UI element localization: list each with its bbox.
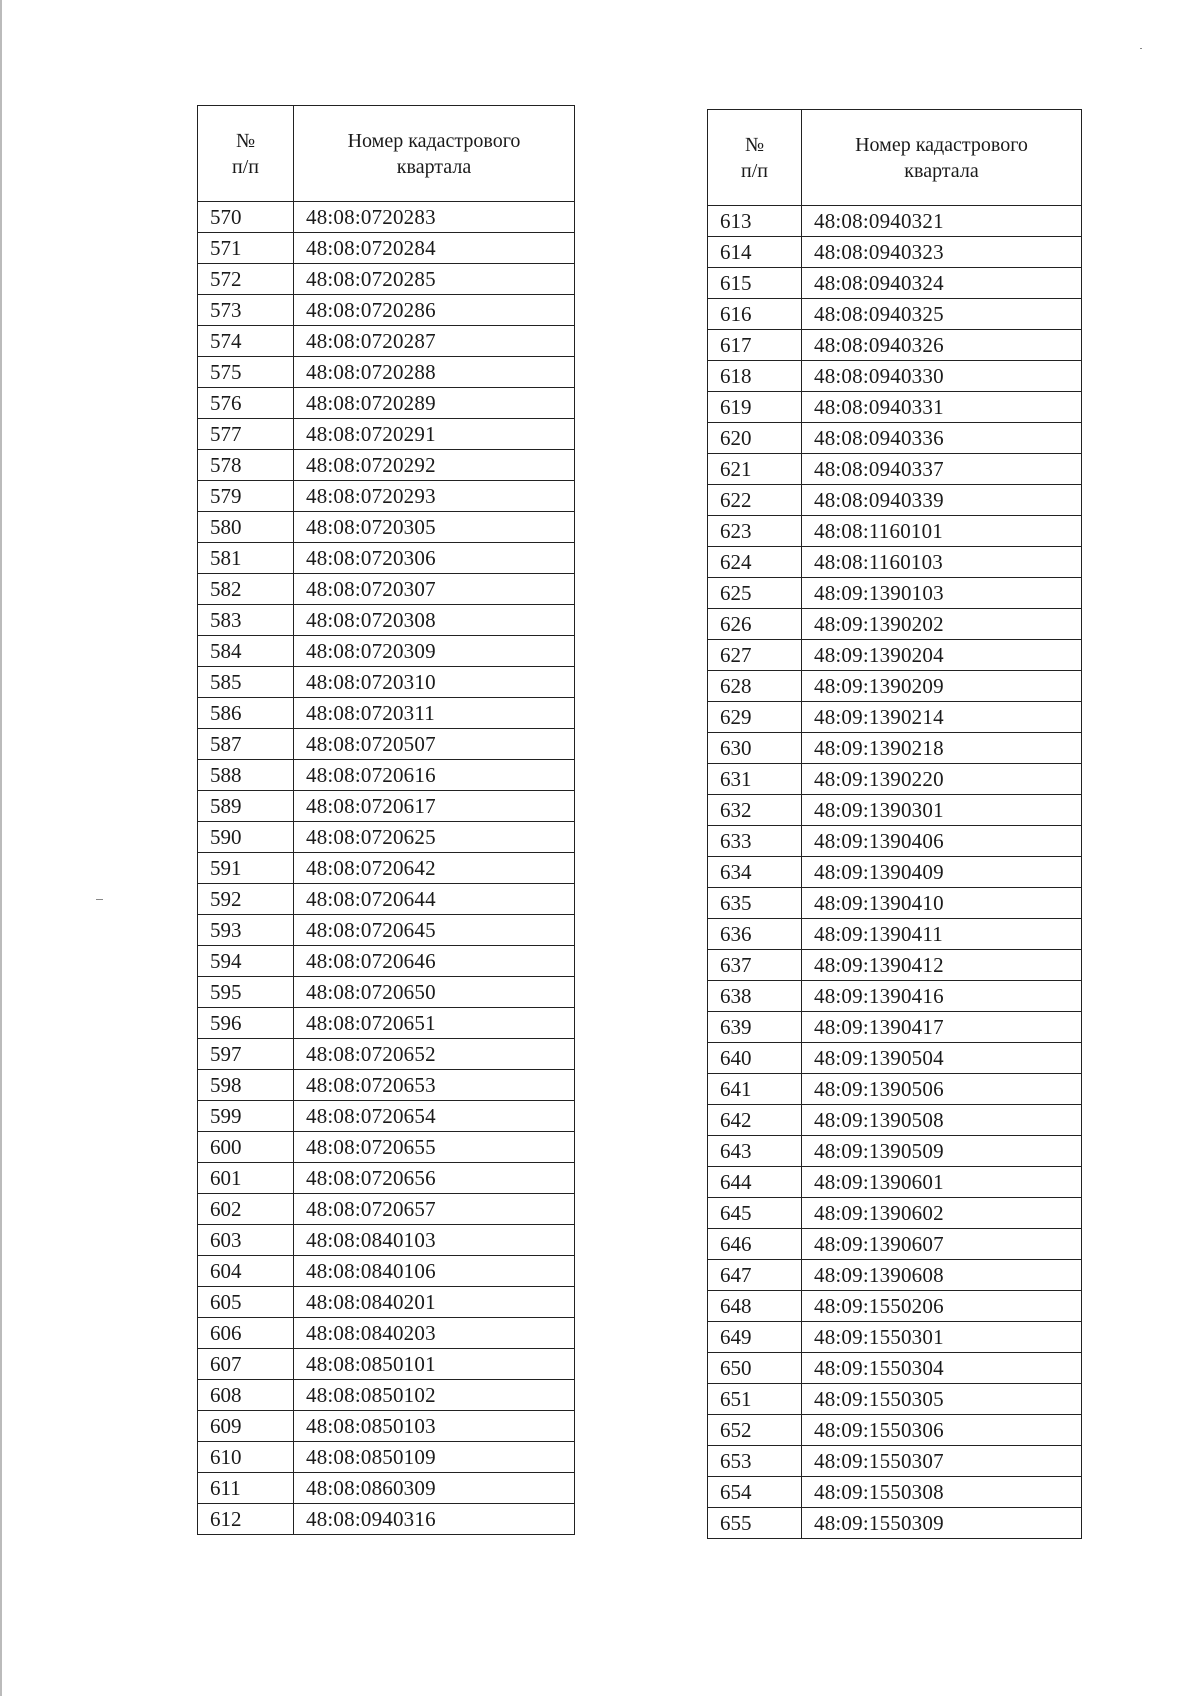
table-body xyxy=(198,202,575,1535)
cadastral-quarter-cell: 48:09:1550309 xyxy=(802,1508,1082,1539)
header-quarter-line2: квартала xyxy=(396,155,472,178)
cadastral-quarter-cell: 48:08:0720306 xyxy=(294,543,575,574)
cadastral-quarter-cell: 48:08:0720285 xyxy=(294,264,575,295)
table-row xyxy=(708,764,1082,795)
cadastral-quarter-cell: 48:09:1550206 xyxy=(802,1291,1082,1322)
table-row xyxy=(708,919,1082,950)
table-row xyxy=(708,857,1082,888)
table-row xyxy=(708,1074,1082,1105)
header-number-line1: № xyxy=(744,133,765,156)
cadastral-quarter-cell: 48:08:0720654 xyxy=(294,1101,575,1132)
row-number-cell: 624 xyxy=(708,547,802,578)
cadastral-quarter-cell: 48:09:1390602 xyxy=(802,1198,1082,1229)
cadastral-quarter-cell: 48:09:1550301 xyxy=(802,1322,1082,1353)
row-number-cell: 603 xyxy=(198,1225,294,1256)
row-number-cell: 654 xyxy=(708,1477,802,1508)
cadastral-quarter-cell: 48:09:1390103 xyxy=(802,578,1082,609)
cadastral-quarter-cell: 48:08:0940330 xyxy=(802,361,1082,392)
header-quarter-line1: Номер кадастрового xyxy=(855,133,1028,156)
row-number-cell: 578 xyxy=(198,450,294,481)
row-number-cell: 605 xyxy=(198,1287,294,1318)
cadastral-quarter-cell: 48:08:0720644 xyxy=(294,884,575,915)
table-row xyxy=(198,791,575,822)
table-row xyxy=(708,1167,1082,1198)
table-row xyxy=(708,671,1082,702)
table-row xyxy=(198,729,575,760)
table-row xyxy=(198,326,575,357)
cadastral-quarter-cell: 48:08:0940325 xyxy=(802,299,1082,330)
column-header-number xyxy=(708,110,802,206)
row-number-cell: 640 xyxy=(708,1043,802,1074)
cadastral-quarter-cell: 48:09:1550308 xyxy=(802,1477,1082,1508)
cadastral-quarter-cell: 48:08:1160103 xyxy=(802,547,1082,578)
table-row xyxy=(198,1008,575,1039)
table-row xyxy=(198,822,575,853)
table-row xyxy=(198,357,575,388)
cadastral-quarter-cell: 48:08:0720652 xyxy=(294,1039,575,1070)
table-header xyxy=(198,106,575,202)
row-number-cell: 609 xyxy=(198,1411,294,1442)
row-number-cell: 598 xyxy=(198,1070,294,1101)
row-number-cell: 579 xyxy=(198,481,294,512)
cadastral-quarter-cell: 48:08:0850109 xyxy=(294,1442,575,1473)
table-row xyxy=(198,1473,575,1504)
cadastral-table-left xyxy=(197,105,575,1535)
row-number-cell: 643 xyxy=(708,1136,802,1167)
table-row xyxy=(198,636,575,667)
row-number-cell: 633 xyxy=(708,826,802,857)
cadastral-quarter-cell: 48:08:0720625 xyxy=(294,822,575,853)
table-row xyxy=(708,950,1082,981)
row-number-cell: 571 xyxy=(198,233,294,264)
row-number-cell: 613 xyxy=(708,206,802,237)
table-row xyxy=(708,1043,1082,1074)
row-number-cell: 630 xyxy=(708,733,802,764)
table-row xyxy=(198,853,575,884)
row-number-cell: 619 xyxy=(708,392,802,423)
row-number-cell: 646 xyxy=(708,1229,802,1260)
cadastral-quarter-cell: 48:08:0720283 xyxy=(294,202,575,233)
table-row xyxy=(708,609,1082,640)
table-row xyxy=(708,826,1082,857)
row-number-cell: 581 xyxy=(198,543,294,574)
table-row xyxy=(708,1384,1082,1415)
table-row xyxy=(198,915,575,946)
table-row xyxy=(198,1132,575,1163)
cadastral-quarter-cell: 48:08:1160101 xyxy=(802,516,1082,547)
cadastral-quarter-cell: 48:09:1390301 xyxy=(802,795,1082,826)
table-row xyxy=(708,1198,1082,1229)
row-number-cell: 580 xyxy=(198,512,294,543)
row-number-cell: 622 xyxy=(708,485,802,516)
row-number-cell: 616 xyxy=(708,299,802,330)
table-row xyxy=(708,1477,1082,1508)
cadastral-quarter-cell: 48:08:0720289 xyxy=(294,388,575,419)
scan-speck xyxy=(1140,48,1142,49)
row-number-cell: 612 xyxy=(198,1504,294,1535)
table-row xyxy=(198,1504,575,1535)
table-row xyxy=(198,543,575,574)
cadastral-quarter-cell: 48:09:1550307 xyxy=(802,1446,1082,1477)
table-row xyxy=(198,760,575,791)
table-row xyxy=(708,299,1082,330)
row-number-cell: 583 xyxy=(198,605,294,636)
row-number-cell: 617 xyxy=(708,330,802,361)
row-number-cell: 642 xyxy=(708,1105,802,1136)
table-row xyxy=(708,702,1082,733)
cadastral-quarter-cell: 48:08:0720293 xyxy=(294,481,575,512)
table-row xyxy=(198,388,575,419)
cadastral-quarter-cell: 48:09:1390204 xyxy=(802,640,1082,671)
cadastral-quarter-cell: 48:08:0840103 xyxy=(294,1225,575,1256)
scan-speck xyxy=(96,899,103,900)
cadastral-quarter-cell: 48:08:0940324 xyxy=(802,268,1082,299)
header-number-line2: п/п xyxy=(232,155,259,178)
table-row xyxy=(708,547,1082,578)
table-row xyxy=(198,946,575,977)
table-row xyxy=(198,1287,575,1318)
column-header-quarter xyxy=(802,110,1082,206)
table-row xyxy=(708,330,1082,361)
row-number-cell: 604 xyxy=(198,1256,294,1287)
cadastral-quarter-cell: 48:08:0940321 xyxy=(802,206,1082,237)
table-row xyxy=(198,1380,575,1411)
row-number-cell: 575 xyxy=(198,357,294,388)
table-row xyxy=(708,1508,1082,1539)
table-row xyxy=(708,578,1082,609)
row-number-cell: 570 xyxy=(198,202,294,233)
cadastral-quarter-cell: 48:09:1390506 xyxy=(802,1074,1082,1105)
cadastral-quarter-cell: 48:08:0720308 xyxy=(294,605,575,636)
cadastral-quarter-cell: 48:08:0840106 xyxy=(294,1256,575,1287)
table-row xyxy=(198,202,575,233)
table-row xyxy=(198,1318,575,1349)
row-number-cell: 608 xyxy=(198,1380,294,1411)
row-number-cell: 652 xyxy=(708,1415,802,1446)
table-row xyxy=(708,516,1082,547)
row-number-cell: 631 xyxy=(708,764,802,795)
cadastral-quarter-cell: 48:08:0850103 xyxy=(294,1411,575,1442)
table-row xyxy=(708,237,1082,268)
cadastral-quarter-cell: 48:08:0720311 xyxy=(294,698,575,729)
row-number-cell: 595 xyxy=(198,977,294,1008)
cadastral-quarter-cell: 48:08:0720284 xyxy=(294,233,575,264)
cadastral-quarter-cell: 48:09:1390209 xyxy=(802,671,1082,702)
cadastral-quarter-cell: 48:08:0720305 xyxy=(294,512,575,543)
cadastral-quarter-cell: 48:08:0720310 xyxy=(294,667,575,698)
table-row xyxy=(708,485,1082,516)
table-row xyxy=(198,1039,575,1070)
table-row xyxy=(198,1349,575,1380)
table-row xyxy=(708,733,1082,764)
row-number-cell: 574 xyxy=(198,326,294,357)
table-row xyxy=(708,361,1082,392)
cadastral-quarter-cell: 48:08:0840201 xyxy=(294,1287,575,1318)
table-row xyxy=(708,1353,1082,1384)
cadastral-quarter-cell: 48:08:0720651 xyxy=(294,1008,575,1039)
row-number-cell: 599 xyxy=(198,1101,294,1132)
row-number-cell: 648 xyxy=(708,1291,802,1322)
column-header-quarter xyxy=(294,106,575,202)
table-row xyxy=(198,1225,575,1256)
table-row xyxy=(708,268,1082,299)
row-number-cell: 644 xyxy=(708,1167,802,1198)
row-number-cell: 647 xyxy=(708,1260,802,1291)
table-row xyxy=(198,481,575,512)
cadastral-quarter-cell: 48:08:0720657 xyxy=(294,1194,575,1225)
table-row xyxy=(708,1291,1082,1322)
table-row xyxy=(198,1163,575,1194)
table-row xyxy=(198,1442,575,1473)
table-row xyxy=(198,1194,575,1225)
cadastral-quarter-cell: 48:08:0720507 xyxy=(294,729,575,760)
table-row xyxy=(198,605,575,636)
row-number-cell: 620 xyxy=(708,423,802,454)
row-number-cell: 586 xyxy=(198,698,294,729)
table-row xyxy=(198,1070,575,1101)
row-number-cell: 582 xyxy=(198,574,294,605)
row-number-cell: 591 xyxy=(198,853,294,884)
cadastral-quarter-cell: 48:08:0720646 xyxy=(294,946,575,977)
row-number-cell: 636 xyxy=(708,919,802,950)
row-number-cell: 623 xyxy=(708,516,802,547)
cadastral-quarter-cell: 48:09:1390220 xyxy=(802,764,1082,795)
row-number-cell: 615 xyxy=(708,268,802,299)
row-number-cell: 641 xyxy=(708,1074,802,1105)
cadastral-quarter-cell: 48:08:0940337 xyxy=(802,454,1082,485)
row-number-cell: 645 xyxy=(708,1198,802,1229)
table-row xyxy=(198,264,575,295)
row-number-cell: 607 xyxy=(198,1349,294,1380)
row-number-cell: 625 xyxy=(708,578,802,609)
cadastral-quarter-cell: 48:09:1390202 xyxy=(802,609,1082,640)
row-number-cell: 635 xyxy=(708,888,802,919)
cadastral-quarter-cell: 48:08:0840203 xyxy=(294,1318,575,1349)
cadastral-quarter-cell: 48:09:1390509 xyxy=(802,1136,1082,1167)
cadastral-quarter-cell: 48:08:0940339 xyxy=(802,485,1082,516)
cadastral-quarter-cell: 48:09:1550304 xyxy=(802,1353,1082,1384)
table-row xyxy=(708,1260,1082,1291)
cadastral-quarter-cell: 48:09:1390416 xyxy=(802,981,1082,1012)
row-number-cell: 577 xyxy=(198,419,294,450)
cadastral-quarter-cell: 48:09:1390417 xyxy=(802,1012,1082,1043)
row-number-cell: 634 xyxy=(708,857,802,888)
column-header-number xyxy=(198,106,294,202)
table-row xyxy=(198,295,575,326)
table-row xyxy=(198,574,575,605)
row-number-cell: 639 xyxy=(708,1012,802,1043)
table-row xyxy=(708,1415,1082,1446)
cadastral-quarter-cell: 48:08:0850101 xyxy=(294,1349,575,1380)
table-row xyxy=(708,1446,1082,1477)
row-number-cell: 649 xyxy=(708,1322,802,1353)
row-number-cell: 590 xyxy=(198,822,294,853)
row-number-cell: 601 xyxy=(198,1163,294,1194)
cadastral-quarter-cell: 48:08:0720286 xyxy=(294,295,575,326)
row-number-cell: 573 xyxy=(198,295,294,326)
table-row xyxy=(198,1101,575,1132)
cadastral-quarter-cell: 48:08:0720292 xyxy=(294,450,575,481)
cadastral-quarter-cell: 48:08:0720645 xyxy=(294,915,575,946)
table-row xyxy=(198,884,575,915)
table-row xyxy=(708,981,1082,1012)
cadastral-quarter-cell: 48:09:1390504 xyxy=(802,1043,1082,1074)
cadastral-quarter-cell: 48:08:0720653 xyxy=(294,1070,575,1101)
cadastral-quarter-cell: 48:08:0850102 xyxy=(294,1380,575,1411)
table-row xyxy=(198,1256,575,1287)
row-number-cell: 584 xyxy=(198,636,294,667)
cadastral-quarter-cell: 48:08:0940323 xyxy=(802,237,1082,268)
row-number-cell: 596 xyxy=(198,1008,294,1039)
table-row xyxy=(198,667,575,698)
row-number-cell: 626 xyxy=(708,609,802,640)
row-number-cell: 611 xyxy=(198,1473,294,1504)
cadastral-quarter-cell: 48:09:1390411 xyxy=(802,919,1082,950)
cadastral-quarter-cell: 48:08:0720656 xyxy=(294,1163,575,1194)
table-row xyxy=(708,795,1082,826)
table-row xyxy=(708,1105,1082,1136)
cadastral-quarter-cell: 48:08:0720287 xyxy=(294,326,575,357)
table-row xyxy=(708,1322,1082,1353)
row-number-cell: 655 xyxy=(708,1508,802,1539)
cadastral-quarter-cell: 48:09:1390412 xyxy=(802,950,1082,981)
cadastral-quarter-cell: 48:08:0940326 xyxy=(802,330,1082,361)
row-number-cell: 593 xyxy=(198,915,294,946)
cadastral-quarter-cell: 48:09:1390218 xyxy=(802,733,1082,764)
cadastral-quarter-cell: 48:08:0720309 xyxy=(294,636,575,667)
cadastral-quarter-cell: 48:09:1390410 xyxy=(802,888,1082,919)
row-number-cell: 650 xyxy=(708,1353,802,1384)
header-number-line2: п/п xyxy=(741,159,768,182)
table-row xyxy=(708,454,1082,485)
row-number-cell: 637 xyxy=(708,950,802,981)
row-number-cell: 653 xyxy=(708,1446,802,1477)
cadastral-quarter-cell: 48:08:0720291 xyxy=(294,419,575,450)
table-row xyxy=(198,698,575,729)
table-row xyxy=(708,423,1082,454)
row-number-cell: 588 xyxy=(198,760,294,791)
row-number-cell: 621 xyxy=(708,454,802,485)
cadastral-quarter-cell: 48:08:0720655 xyxy=(294,1132,575,1163)
cadastral-quarter-cell: 48:08:0720642 xyxy=(294,853,575,884)
row-number-cell: 628 xyxy=(708,671,802,702)
row-number-cell: 632 xyxy=(708,795,802,826)
row-number-cell: 589 xyxy=(198,791,294,822)
cadastral-quarter-cell: 48:09:1550306 xyxy=(802,1415,1082,1446)
cadastral-quarter-cell: 48:09:1390608 xyxy=(802,1260,1082,1291)
table-row xyxy=(708,640,1082,671)
row-number-cell: 576 xyxy=(198,388,294,419)
table-row xyxy=(198,233,575,264)
table-row xyxy=(708,1012,1082,1043)
cadastral-quarter-cell: 48:08:0720617 xyxy=(294,791,575,822)
row-number-cell: 597 xyxy=(198,1039,294,1070)
cadastral-quarter-cell: 48:08:0940336 xyxy=(802,423,1082,454)
scan-page-edge xyxy=(0,0,2,1696)
row-number-cell: 651 xyxy=(708,1384,802,1415)
table-body xyxy=(708,206,1082,1539)
cadastral-quarter-cell: 48:09:1390214 xyxy=(802,702,1082,733)
table-row xyxy=(198,1411,575,1442)
cadastral-quarter-cell: 48:09:1390406 xyxy=(802,826,1082,857)
cadastral-quarter-cell: 48:09:1390409 xyxy=(802,857,1082,888)
cadastral-quarter-cell: 48:08:0720616 xyxy=(294,760,575,791)
row-number-cell: 572 xyxy=(198,264,294,295)
cadastral-quarter-cell: 48:08:0940331 xyxy=(802,392,1082,423)
cadastral-quarter-cell: 48:08:0860309 xyxy=(294,1473,575,1504)
cadastral-quarter-cell: 48:09:1390601 xyxy=(802,1167,1082,1198)
row-number-cell: 638 xyxy=(708,981,802,1012)
row-number-cell: 594 xyxy=(198,946,294,977)
header-quarter-line1: Номер кадастрового xyxy=(347,129,521,152)
row-number-cell: 600 xyxy=(198,1132,294,1163)
cadastral-quarter-cell: 48:08:0720288 xyxy=(294,357,575,388)
table-row xyxy=(708,1136,1082,1167)
table-row xyxy=(198,977,575,1008)
cadastral-quarter-cell: 48:08:0720650 xyxy=(294,977,575,1008)
row-number-cell: 585 xyxy=(198,667,294,698)
row-number-cell: 602 xyxy=(198,1194,294,1225)
row-number-cell: 606 xyxy=(198,1318,294,1349)
row-number-cell: 592 xyxy=(198,884,294,915)
row-number-cell: 587 xyxy=(198,729,294,760)
table-row xyxy=(198,450,575,481)
row-number-cell: 610 xyxy=(198,1442,294,1473)
row-number-cell: 629 xyxy=(708,702,802,733)
cadastral-quarter-cell: 48:09:1390508 xyxy=(802,1105,1082,1136)
row-number-cell: 618 xyxy=(708,361,802,392)
table-header xyxy=(708,110,1082,206)
header-quarter-line2: квартала xyxy=(904,159,979,182)
table-row xyxy=(708,206,1082,237)
row-number-cell: 614 xyxy=(708,237,802,268)
table-row xyxy=(708,1229,1082,1260)
table-row xyxy=(708,888,1082,919)
table-row xyxy=(198,419,575,450)
header-number-line1: № xyxy=(235,129,256,152)
table-row xyxy=(708,392,1082,423)
table-row xyxy=(198,512,575,543)
cadastral-quarter-cell: 48:09:1390607 xyxy=(802,1229,1082,1260)
cadastral-quarter-cell: 48:08:0720307 xyxy=(294,574,575,605)
cadastral-table-right xyxy=(707,109,1082,1539)
row-number-cell: 627 xyxy=(708,640,802,671)
cadastral-quarter-cell: 48:08:0940316 xyxy=(294,1504,575,1535)
cadastral-quarter-cell: 48:09:1550305 xyxy=(802,1384,1082,1415)
